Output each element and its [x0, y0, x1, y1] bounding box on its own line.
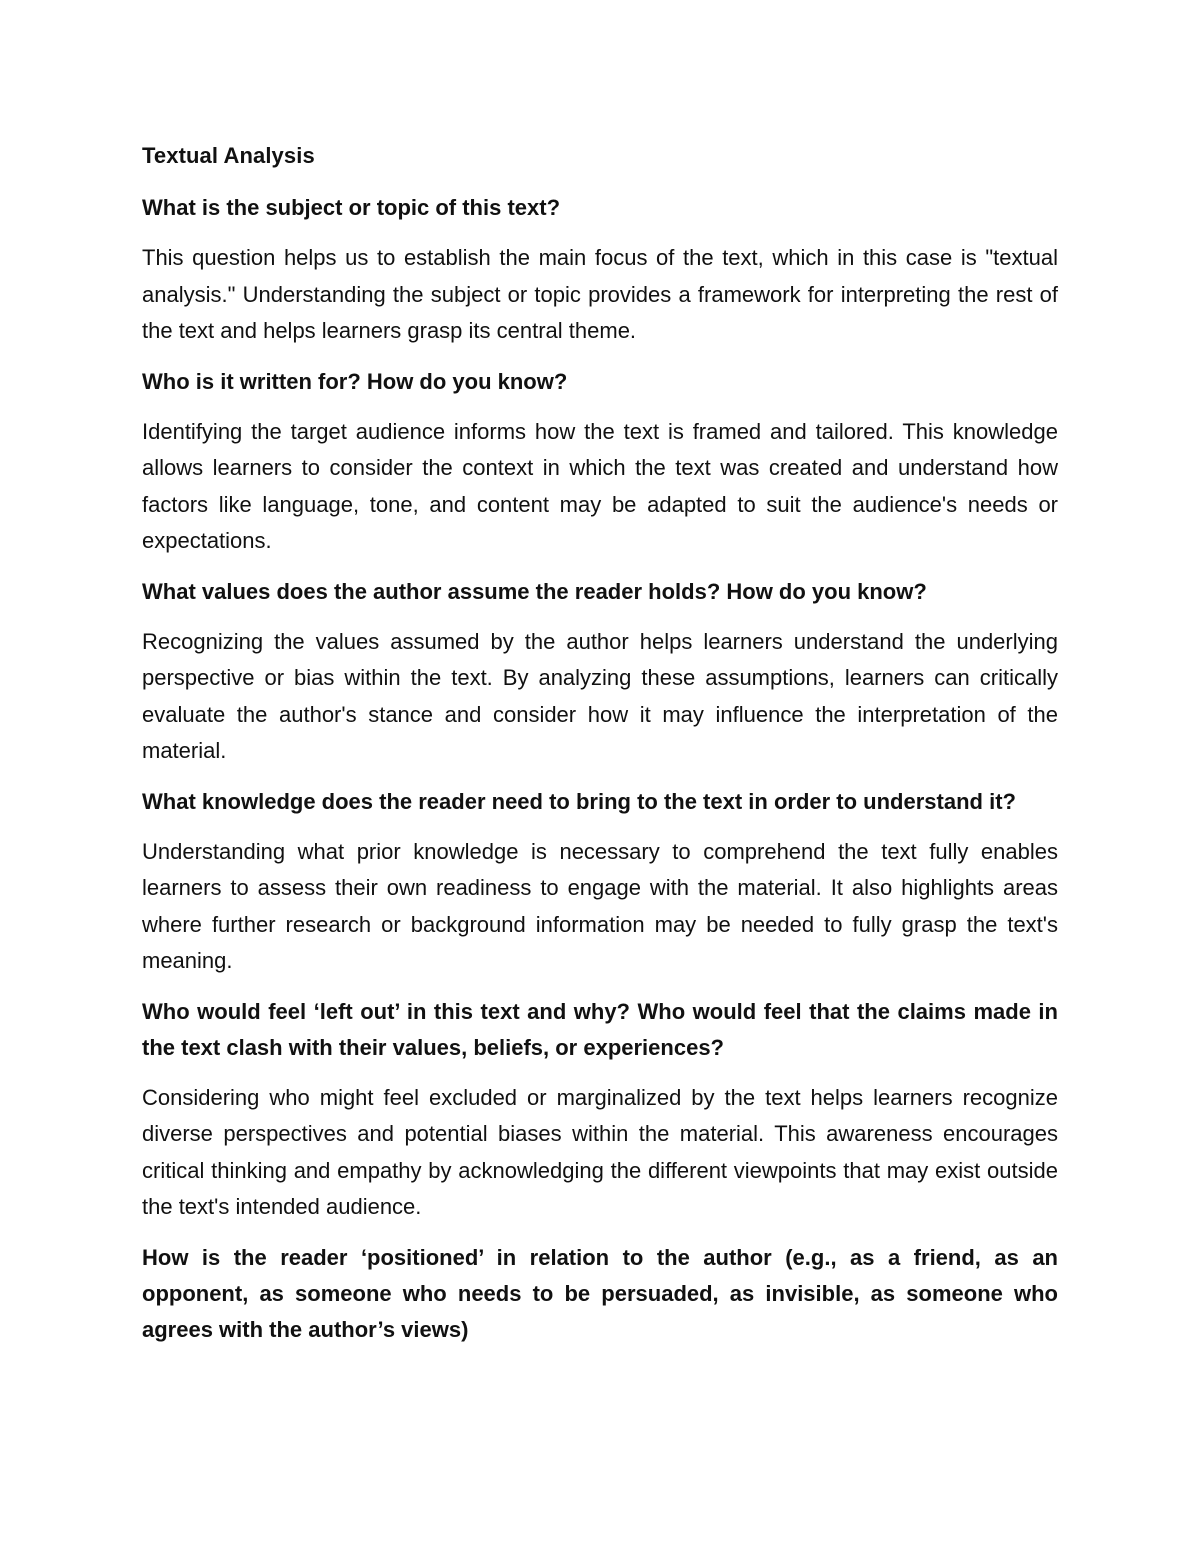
question-heading: What values does the author assume the reader holds? How do you know?: [142, 578, 927, 604]
answer-paragraph: Understanding what prior knowledge is necessary to comprehend the text fully enables learners to assess their own readiness to engage with the material. It also highlights areas where further research or background information may be needed to fully grasp the text's meaning.: [142, 838, 1058, 973]
section-audience: [142, 364, 1058, 560]
question-heading: What is the subject or topic of this text?: [142, 195, 561, 220]
question-heading: What knowledge does the reader need to bring to the text in order to understand it?: [142, 788, 1016, 814]
answer-paragraph: This question helps us to establish the main focus of the text, which in this case is "textual analysis." Understanding the subject or topic provides a framework for interpreting the rest of the text and helps learners grasp its central theme.: [142, 245, 1058, 343]
answer-paragraph: Identifying the target audience informs how the text is framed and tailored. This knowledge allows learners to consider the context in which the text was created and understand how factors like language, tone, and content may be adapted to suit the audience's needs or expectations.: [142, 418, 1058, 553]
document-title: Textual Analysis: [142, 143, 315, 168]
section-subject: [142, 190, 1058, 350]
section-knowledge: [142, 784, 1058, 980]
section-positioning: [142, 1240, 1058, 1348]
question-heading: Who would feel ‘left out’ in this text and why? Who would feel that the claims made in the text clash with their values, beliefs, or experiences?: [142, 998, 1058, 1060]
answer-paragraph: Recognizing the values assumed by the author helps learners understand the underlying perspective or bias within the text. By analyzing these assumptions, learners can critically evaluate the author's stance and consider how it may influence the interpretation of the material.: [142, 628, 1058, 763]
question-heading: Who is it written for? How do you know?: [142, 368, 568, 394]
section-values: [142, 574, 1058, 770]
question-heading: How is the reader ‘positioned’ in relation to the author (e.g., as a friend, as an opponent, as someone who needs to be persuaded, as invisible, as someone who agrees with the author’s views): [142, 1244, 1058, 1342]
answer-paragraph: Considering who might feel excluded or marginalized by the text helps learners recognize diverse perspectives and potential biases within the material. This awareness encourages critical thinking and empathy by acknowledging the different viewpoints that may exist outside the text's intended audience.: [142, 1084, 1058, 1219]
section-left-out: [142, 994, 1058, 1226]
